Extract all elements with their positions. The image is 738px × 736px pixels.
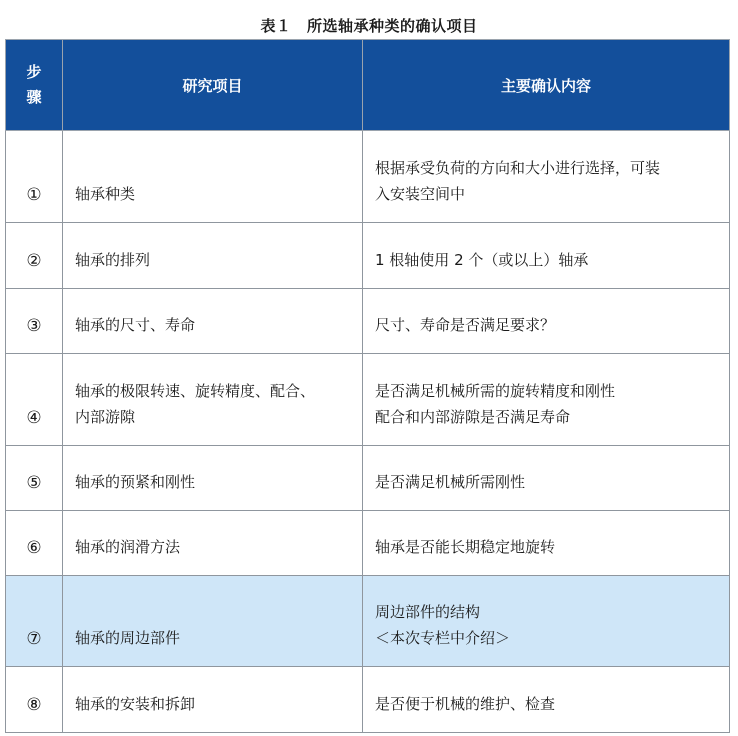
confirmation-content-line: ＜本次专栏中介绍＞ [375, 629, 511, 647]
confirmation-table [5, 39, 730, 733]
confirmation-content-line: 轴承是否能长期稳定地旋转 [375, 538, 556, 556]
confirmation-content-line: 尺寸、寿命是否满足要求？ [375, 316, 556, 334]
table-row [6, 446, 730, 511]
confirmation-content-line: 入安装空间中 [375, 185, 466, 203]
header-step-line1: 步 [26, 63, 42, 81]
step-number: ① [6, 131, 63, 223]
research-item [63, 354, 363, 446]
research-item [63, 289, 363, 354]
table-header-row [6, 40, 730, 131]
confirmation-content [363, 223, 730, 289]
research-item [63, 223, 363, 289]
research-item-line: 轴承种类 [75, 185, 136, 203]
table-row [6, 131, 730, 223]
confirmation-content-line: 1 根轴使用 2 个（或以上）轴承 [375, 251, 589, 269]
confirmation-content [363, 354, 730, 446]
step-number: ⑦ [6, 576, 63, 667]
step-number: ⑥ [6, 511, 63, 576]
step-number: ③ [6, 289, 63, 354]
table-row [6, 223, 730, 289]
step-number: ⑧ [6, 667, 63, 733]
confirmation-content [363, 446, 730, 511]
confirmation-content-line: 是否满足机械所需的旋转精度和刚性 [375, 382, 616, 400]
header-content: 主要确认内容 [363, 40, 730, 131]
research-item-line: 轴承的润滑方法 [75, 538, 181, 556]
research-item-line: 轴承的尺寸、寿命 [75, 316, 196, 334]
table-caption: 表１ 所选轴承种类的确认项目 [260, 17, 478, 35]
research-item [63, 576, 363, 667]
confirmation-content-line: 配合和内部游隙是否满足寿命 [375, 408, 571, 426]
step-number: ⑤ [6, 446, 63, 511]
research-item [63, 667, 363, 733]
research-item [63, 511, 363, 576]
confirmation-content-line: 根据承受负荷的方向和大小进行选择，可装 [375, 159, 661, 177]
research-item-line: 轴承的极限转速、旋转精度、配合、 [75, 382, 316, 400]
table-row [6, 576, 730, 667]
header-step [6, 40, 63, 131]
research-item-line: 轴承的预紧和刚性 [75, 473, 196, 491]
research-item [63, 131, 363, 223]
confirmation-content [363, 131, 730, 223]
table-row [6, 289, 730, 354]
confirmation-content [363, 511, 730, 576]
confirmation-content-line: 是否便于机械的维护、检查 [375, 695, 556, 713]
confirmation-content-line: 是否满足机械所需刚性 [375, 473, 526, 491]
header-item: 研究项目 [63, 40, 363, 131]
header-step-line2: 骤 [26, 88, 42, 106]
confirmation-content [363, 289, 730, 354]
table-row [6, 667, 730, 733]
research-item-line: 轴承的周边部件 [75, 629, 181, 647]
confirmation-content-line: 周边部件的结构 [375, 603, 481, 621]
step-number: ② [6, 223, 63, 289]
research-item-line: 轴承的安装和拆卸 [75, 695, 196, 713]
research-item-line: 轴承的排列 [75, 251, 151, 269]
research-item-line: 内部游隙 [75, 408, 136, 426]
research-item [63, 446, 363, 511]
confirmation-content [363, 576, 730, 667]
table-row [6, 354, 730, 446]
confirmation-content [363, 667, 730, 733]
table-row [6, 511, 730, 576]
step-number: ④ [6, 354, 63, 446]
